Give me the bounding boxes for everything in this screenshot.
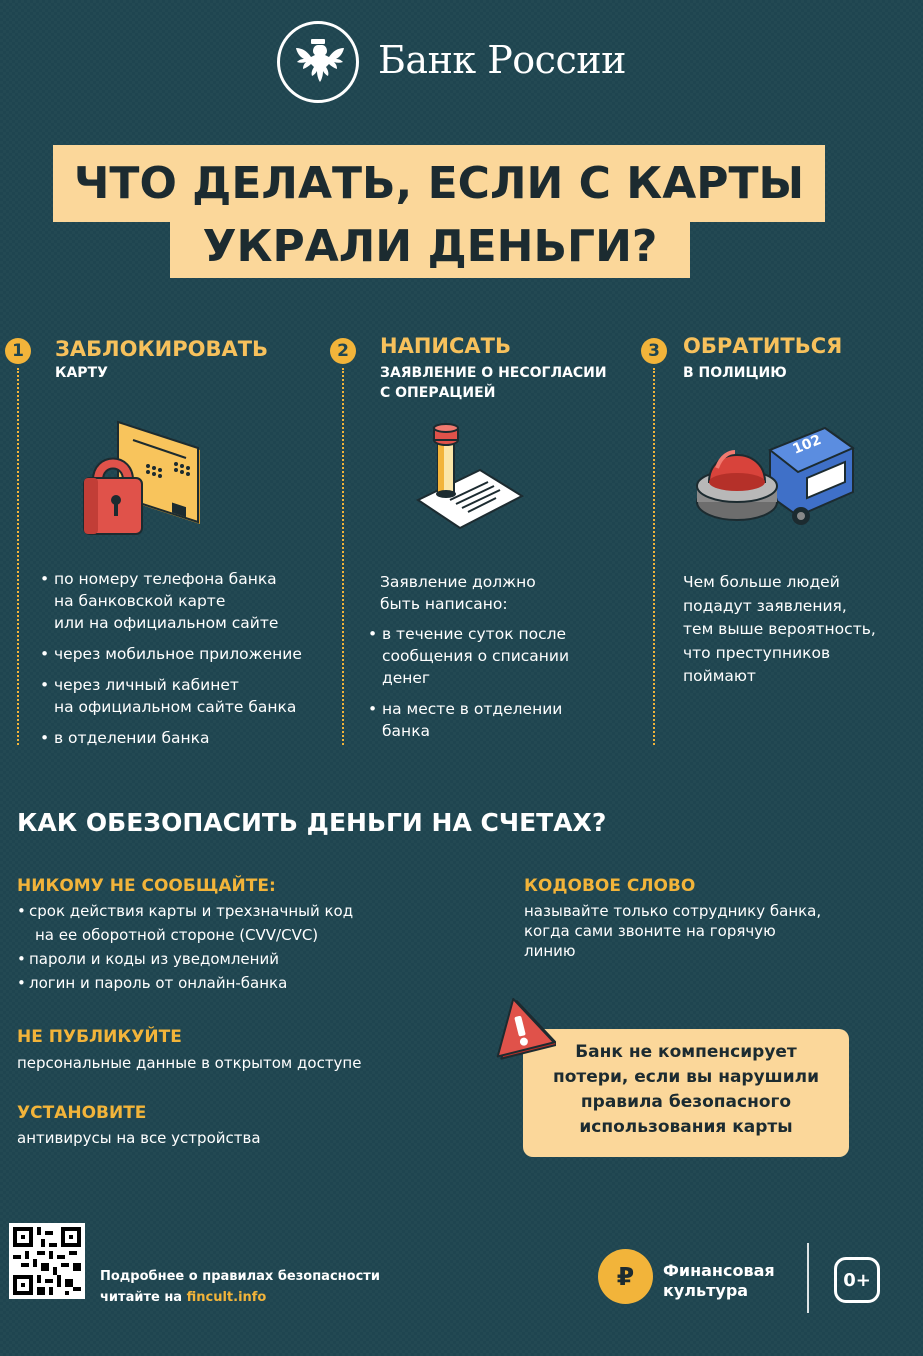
financial-culture-logo — [598, 1249, 653, 1304]
safety-heading: КАК ОБЕЗОПАСИТЬ ДЕНЬГИ НА СЧЕТАХ? — [17, 808, 607, 837]
dont-tell-list — [17, 899, 353, 995]
card-with-lock-icon — [78, 420, 208, 540]
step-1-subheading: КАРТУ — [55, 365, 108, 381]
code-word-heading: КОДОВОЕ СЛОВО — [524, 876, 696, 896]
list-item: • по номеру телефона банка на банковской карте или на официальном сайте — [40, 568, 302, 634]
list-item: • срок действия карты и трехзначный код на ее оборотной стороне (CVV/CVC) — [17, 899, 353, 947]
install-heading: УСТАНОВИТЕ — [17, 1103, 147, 1123]
step-2-intro: Заявление должно быть написано: — [380, 573, 536, 613]
step-2-list — [368, 623, 569, 751]
step-2-subheading-line1: ЗАЯВЛЕНИЕ О НЕСОГЛАСИИ — [380, 365, 607, 381]
step-3-text: Чем больше людей подадут заявления, тем выше вероятность, что преступников поймают — [683, 573, 876, 685]
police-siren-car-icon — [695, 420, 860, 530]
step-3-subheading: В ПОЛИЦИЮ — [683, 365, 787, 381]
step-number-3: 3 — [641, 338, 667, 364]
step-number-2: 2 — [330, 338, 356, 364]
code-word-text: называйте только сотруднику банка, когда сами звоните на горячую линию — [524, 902, 822, 960]
list-item: • через мобильное приложение — [40, 643, 302, 665]
svg-text:102: 102 — [790, 431, 824, 458]
dont-tell-heading: НИКОМУ НЕ СООБЩАЙТЕ: — [17, 876, 276, 896]
footer-info: Подробнее о правилах безопасности читайте на fincult.info — [100, 1269, 380, 1305]
step-divider-1 — [17, 368, 19, 745]
fincult-link[interactable]: fincult.info — [186, 1290, 267, 1305]
list-item: • на месте в отделении банка — [368, 698, 569, 742]
step-1-heading: ЗАБЛОКИРОВАТЬ — [55, 337, 269, 361]
footer-divider — [807, 1243, 809, 1313]
qr-code-icon[interactable] — [9, 1223, 85, 1299]
ruble-icon: ₽ — [616, 1262, 635, 1291]
step-1-list — [40, 568, 302, 758]
step-divider-2 — [342, 368, 344, 745]
age-rating-badge: 0+ — [834, 1257, 880, 1303]
bank-logo — [277, 21, 359, 103]
warning-triangle-icon — [486, 992, 556, 1062]
page-title-line2: УКРАЛИ ДЕНЬГИ? — [170, 222, 690, 278]
double-headed-eagle-icon — [287, 31, 349, 93]
financial-culture-label: Финансовая культура — [663, 1261, 775, 1300]
stamp-document-icon — [410, 420, 530, 540]
step-2-subheading-line2: С ОПЕРАЦИЕЙ — [380, 385, 496, 401]
step-number-1: 1 — [5, 338, 31, 364]
bank-name: Банк России — [378, 38, 626, 82]
step-divider-3 — [653, 368, 655, 745]
list-item: • в отделении банка — [40, 727, 302, 749]
page-title-line1: ЧТО ДЕЛАТЬ, ЕСЛИ С КАРТЫ — [53, 145, 825, 222]
list-item: • пароли и коды из уведомлений — [17, 947, 353, 971]
list-item: • через личный кабинет на официальном сайте банка — [40, 674, 302, 718]
step-2-heading: НАПИСАТЬ — [380, 334, 511, 358]
step-3-heading: ОБРАТИТЬСЯ — [683, 334, 843, 358]
list-item: • логин и пароль от онлайн-банка — [17, 971, 353, 995]
install-text: антивирусы на все устройства — [17, 1129, 261, 1147]
dont-publish-text: персональные данные в открытом доступе — [17, 1054, 362, 1072]
dont-publish-heading: НЕ ПУБЛИКУЙТЕ — [17, 1027, 182, 1047]
list-item: • в течение суток после сообщения о списании денег — [368, 623, 569, 689]
warning-box: Банк не компенсирует потери, если вы нарушили правила безопасного использования карты — [523, 1029, 849, 1157]
